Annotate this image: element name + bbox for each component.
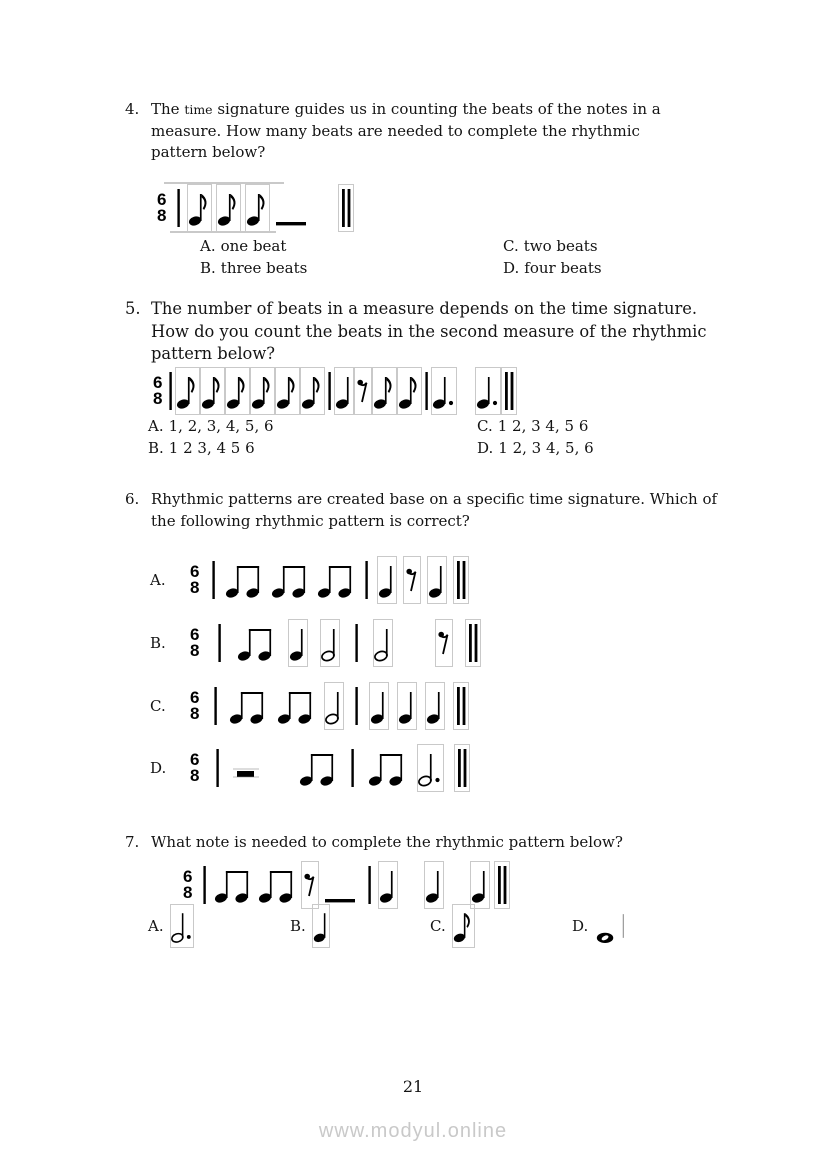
q6-option-a-label: A. — [150, 571, 166, 589]
q5-option-c-text: 1 2, 3 4, 5 6 — [497, 417, 589, 435]
q5-option-b — [148, 438, 274, 460]
q5-option-b-text: 1 2 3, 4 5 6 — [168, 438, 255, 457]
question-5-text: The number of beats in a measure depends on the time signature. How do you count the beats in the second measure of the rhythmic pattern below? — [151, 299, 707, 364]
barline-glyph — [210, 557, 217, 603]
q4-option-a — [200, 236, 307, 258]
q7-option-a-label: A. — [148, 917, 164, 935]
eighth-note-glyph — [217, 185, 240, 231]
quarter-note-glyph — [471, 862, 489, 908]
faint-barline-glyph — [620, 905, 627, 947]
q5-option-c — [477, 416, 594, 438]
time-signature: 6 8 — [190, 687, 200, 723]
question-5 — [125, 298, 715, 366]
q7-option-b-label: B. — [290, 917, 306, 935]
barline-glyph — [201, 862, 208, 908]
quarter-note-glyph — [313, 905, 329, 947]
spacer-glyph — [449, 862, 465, 908]
q5-option-a-label: A. — [148, 417, 164, 435]
quarter-note-glyph — [379, 862, 397, 908]
barline-glyph — [423, 368, 430, 414]
spacer-glyph — [271, 745, 287, 791]
q6-option-d — [150, 745, 469, 791]
q5-option-c-label: C. — [477, 417, 493, 435]
q6-option-d-label: D. — [150, 759, 167, 777]
barline-glyph — [212, 683, 219, 729]
q7-option-a-note — [171, 905, 194, 947]
staff-line-fragment — [170, 231, 276, 233]
quarter-note-glyph — [428, 557, 446, 603]
q4-option-c-text: two beats — [523, 237, 598, 255]
q6-option-b — [150, 620, 480, 666]
quarter-note-glyph — [370, 683, 388, 729]
eighth-note-glyph — [246, 185, 269, 231]
q7-option-d-label: D. — [572, 917, 589, 935]
dotted-half-note-glyph — [171, 905, 194, 947]
quarter-note-glyph — [425, 862, 443, 908]
quarter-note-glyph — [378, 557, 396, 603]
q7-option-c-label: C. — [430, 917, 446, 935]
q4-option-d — [503, 258, 602, 280]
rhythmic-pattern-q6d — [190, 745, 469, 791]
q7-option-b-note — [313, 905, 329, 947]
missing-beat-blank-glyph — [324, 862, 360, 908]
staff-line-fragment — [164, 182, 284, 184]
final-double-barline-glyph — [466, 620, 480, 666]
quarter-note-glyph — [426, 683, 444, 729]
time-signature: 6 8 — [157, 189, 167, 225]
eighth-note-glyph — [453, 905, 474, 947]
barline-glyph — [353, 620, 360, 666]
final-double-barline-glyph — [454, 683, 468, 729]
q4-text-part3: signature guides us in counting the beats of the notes in a measure. How many beats are needed to complete the rhythmic pattern below? — [151, 100, 661, 161]
q5-option-d-label: D. — [477, 438, 494, 457]
rhythmic-pattern-q6b — [190, 620, 480, 666]
eighth-rest-glyph — [404, 557, 420, 603]
barline-glyph — [326, 368, 333, 414]
question-4 — [125, 99, 700, 164]
rhythmic-pattern-q6a — [190, 557, 468, 603]
q6-option-c-label: C. — [150, 697, 166, 715]
half-note-glyph — [325, 683, 343, 729]
q4-text-part2: time — [184, 102, 213, 117]
barline-glyph — [175, 185, 182, 231]
q7-option-d-note — [595, 905, 627, 947]
beamed-eighth-notes-glyph — [271, 557, 309, 603]
eighth-rest-glyph — [302, 862, 318, 908]
q7-option-a — [148, 905, 193, 947]
q4-text-part1: The — [151, 100, 185, 118]
quarter-note-glyph — [398, 683, 416, 729]
half-rest-glyph — [233, 745, 259, 791]
q4-option-b — [200, 258, 307, 280]
q7-option-b — [290, 905, 329, 947]
q5-option-d-text: 1 2, 3 4, 5, 6 — [498, 438, 594, 457]
barline-glyph — [216, 620, 223, 666]
quarter-note-glyph — [289, 620, 307, 666]
q4-option-b-label: B. — [200, 258, 216, 277]
eighth-note-glyph — [276, 368, 299, 414]
rhythmic-pattern-q7 — [183, 862, 509, 908]
barline-glyph — [167, 368, 174, 414]
final-double-barline-glyph — [455, 745, 469, 791]
dotted-quarter-note-glyph — [476, 368, 500, 414]
q5-options-left — [148, 416, 274, 460]
dotted-half-note-glyph — [418, 745, 443, 791]
question-7-number: 7. — [125, 833, 140, 851]
question-6-text: Rhythmic patterns are created base on a specific time signature. Which of the following rhythmic pattern is correct? — [151, 490, 718, 530]
half-note-glyph — [321, 620, 339, 666]
half-note-glyph — [374, 620, 392, 666]
q5-option-a-text: 1, 2, 3, 4, 5, 6 — [168, 417, 274, 435]
q6-option-a — [150, 557, 468, 603]
time-signature: 6 8 — [183, 866, 193, 902]
q4-option-d-label: D. — [503, 258, 520, 277]
q5-option-d — [477, 438, 594, 460]
time-signature: 6 8 — [190, 624, 200, 660]
q5-option-b-label: B. — [148, 438, 164, 457]
q4-option-d-text: four beats — [524, 258, 602, 277]
spacer-glyph — [403, 862, 419, 908]
eighth-note-glyph — [226, 368, 249, 414]
page-number: 21 — [402, 1077, 424, 1096]
barline-glyph — [214, 745, 221, 791]
q5-options-right — [477, 416, 594, 460]
q4-options-left — [200, 236, 307, 280]
missing-beat-blank-glyph — [275, 185, 311, 231]
q7-option-c — [430, 905, 474, 947]
dotted-quarter-note-glyph — [432, 368, 456, 414]
q4-options-right — [503, 236, 602, 280]
whole-note-glyph — [595, 905, 616, 947]
question-7-text: What note is needed to complete the rhythmic pattern below? — [151, 833, 623, 851]
eighth-rest-glyph — [355, 368, 371, 414]
beamed-eighth-notes-glyph — [237, 620, 275, 666]
barline-glyph — [349, 745, 356, 791]
beamed-eighth-notes-glyph — [214, 862, 252, 908]
barline-glyph — [363, 557, 370, 603]
beamed-eighth-notes-glyph — [225, 557, 263, 603]
beamed-eighth-notes-glyph — [258, 862, 296, 908]
time-signature: 6 8 — [190, 749, 200, 785]
q7-option-d — [572, 905, 628, 947]
final-double-barline-glyph — [339, 185, 353, 231]
watermark: www.modyul.online — [318, 1120, 508, 1142]
final-double-barline-glyph — [454, 557, 468, 603]
final-double-barline-glyph — [495, 862, 509, 908]
spacer-glyph — [317, 185, 333, 231]
q4-option-a-label: A. — [200, 237, 216, 255]
beamed-eighth-notes-glyph — [317, 557, 355, 603]
rhythmic-pattern-q5 — [153, 368, 516, 414]
q5-option-a — [148, 416, 274, 438]
rhythmic-pattern-q6c — [190, 683, 468, 729]
q4-option-c-label: C. — [503, 237, 519, 255]
beamed-eighth-notes-glyph — [229, 683, 267, 729]
spacer-glyph — [458, 368, 474, 414]
eighth-note-glyph — [251, 368, 274, 414]
eighth-note-glyph — [201, 368, 224, 414]
q4-option-a-text: one beat — [220, 237, 287, 255]
time-signature: 6 8 — [153, 372, 163, 408]
beamed-eighth-notes-glyph — [299, 745, 337, 791]
spacer-glyph — [406, 620, 422, 666]
quarter-note-glyph — [335, 368, 353, 414]
question-5-number: 5. — [125, 299, 141, 318]
q4-option-b-text: three beats — [220, 258, 308, 277]
eighth-note-glyph — [188, 185, 211, 231]
beamed-eighth-notes-glyph — [277, 683, 315, 729]
q6-option-b-label: B. — [150, 634, 166, 652]
question-4-text — [151, 99, 699, 164]
q7-option-c-note — [453, 905, 474, 947]
eighth-note-glyph — [301, 368, 324, 414]
question-7 — [125, 832, 735, 854]
barline-glyph — [366, 862, 373, 908]
question-6-number: 6. — [125, 490, 140, 508]
time-signature: 6 8 — [190, 561, 200, 597]
eighth-note-glyph — [398, 368, 421, 414]
q6-option-c — [150, 683, 468, 729]
eighth-rest-glyph — [436, 620, 452, 666]
eighth-note-glyph — [176, 368, 199, 414]
beamed-eighth-notes-glyph — [368, 745, 406, 791]
rhythmic-pattern-q4 — [157, 185, 353, 231]
question-6 — [125, 489, 725, 532]
q4-option-c — [503, 236, 602, 258]
final-double-barline-glyph — [502, 368, 516, 414]
barline-glyph — [353, 683, 360, 729]
question-4-number: 4. — [125, 100, 140, 118]
eighth-note-glyph — [373, 368, 396, 414]
